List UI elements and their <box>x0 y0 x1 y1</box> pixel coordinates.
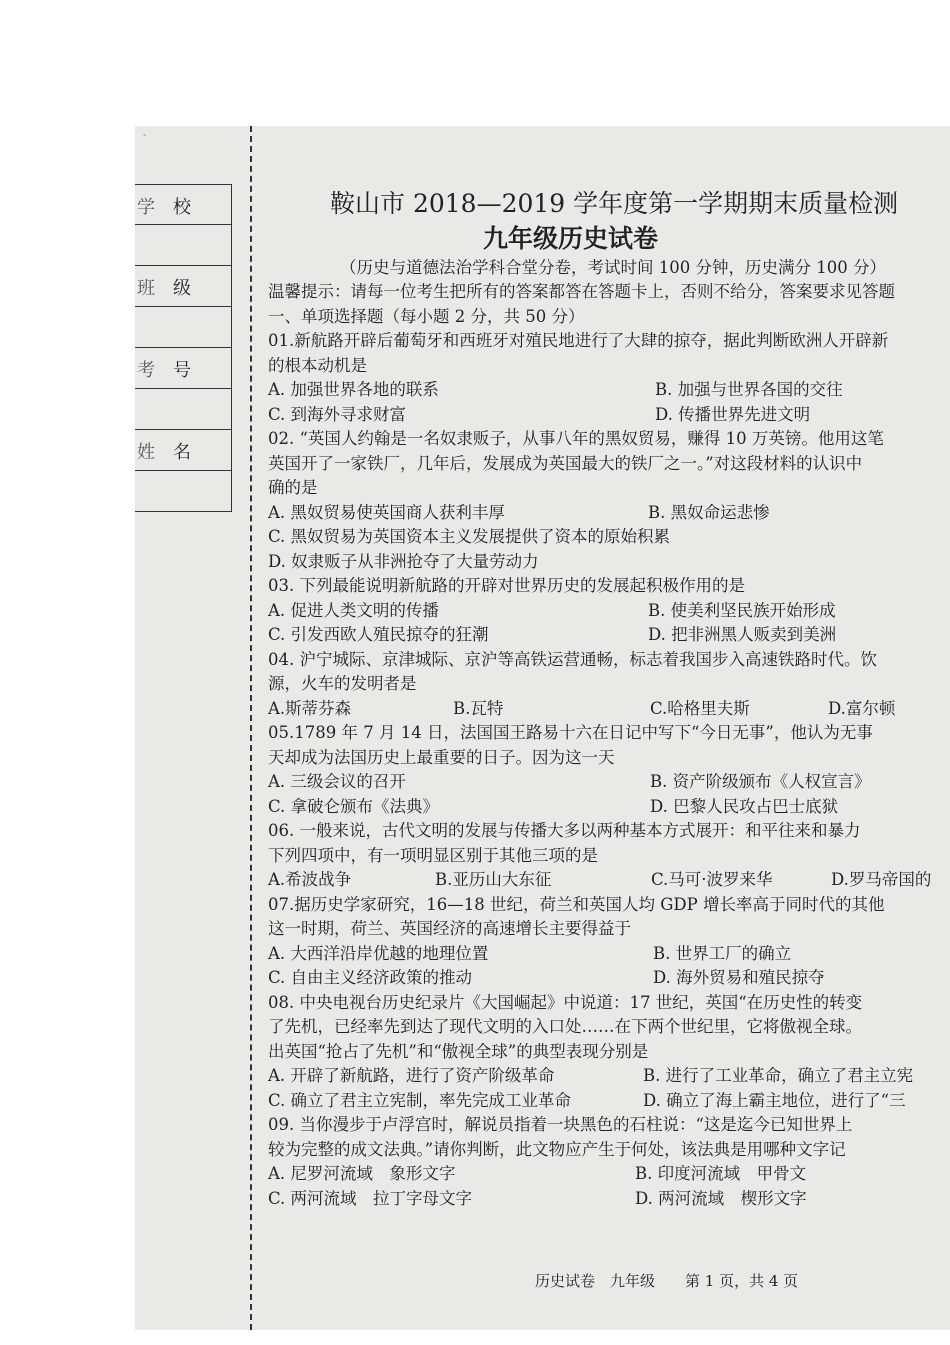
option: A. 三级会议的召开 <box>268 772 406 791</box>
question-stem: 英国开了一家铁厂，几年后，发展成为英国最大的铁厂之一。”对这段材料的认识中 <box>268 453 863 473</box>
exam-paper <box>135 126 950 1330</box>
exam-note: （历史与道德法治学科合堂分卷，考试时间 100 分钟，历史满分 100 分） <box>340 258 886 277</box>
option: A. 加强世界各地的联系 <box>268 380 439 399</box>
option-row <box>268 1064 950 1089</box>
option: B. 资产阶级颁布《人权宣言》 <box>650 772 871 791</box>
exam-content <box>268 186 950 1211</box>
option-row <box>268 795 950 820</box>
question-stem: 03. 下列最能说明新航路的开辟对世界历史的发展起积极作用的是 <box>268 576 745 595</box>
option-row <box>268 378 950 403</box>
question-stem: 05.1789 年 7 月 14 日，法国国王路易十六在日记中写下“今日无事”，他认为无事 <box>268 723 873 742</box>
exam-tip: 温馨提示：请每一位考生把所有的答案都答在答题卡上，否则不给分，答案要求见答题 <box>268 282 895 301</box>
info-edge-text: 班 <box>137 278 155 299</box>
option-row <box>268 770 950 795</box>
info-field-school[interactable] <box>135 225 232 266</box>
question-stem: 出英国“抢占了先机”和“傲视全球”的典型表现分别是 <box>268 1041 649 1061</box>
option: C. 两河流域 拉丁字母文字 <box>268 1188 473 1208</box>
option: D. 巴黎人民攻占巴士底狱 <box>650 796 839 816</box>
option: C.马可·波罗来华 <box>651 870 773 889</box>
option-row <box>268 1162 950 1187</box>
option: C. 黑奴贸易为英国资本主义发展提供了资本的原始积累 <box>268 527 671 546</box>
question-stem: 天却成为法国历史上最重要的日子。因为这一天 <box>268 747 615 767</box>
option: A. 尼罗河流域 象形文字 <box>268 1164 456 1183</box>
info-label-class: 级 <box>173 278 191 299</box>
question-stem: 06. 一般来说，古代文明的发展与传播大多以两种基本方式展开：和平往来和暴力 <box>268 821 861 840</box>
exam-subtitle: 九年级历史试卷 <box>483 224 659 253</box>
student-info-table <box>135 184 232 512</box>
option-row <box>268 1089 950 1114</box>
option-row <box>268 623 950 648</box>
option: B. 使美利坚民族开始形成 <box>648 600 836 620</box>
option: A.希波战争 <box>268 870 352 889</box>
option: D. 奴隶贩子从非洲抢夺了大量劳动力 <box>268 551 539 571</box>
info-row-name <box>135 430 232 471</box>
question-stem: 的根本动机是 <box>268 355 367 375</box>
option: C. 到海外寻求财富 <box>268 404 407 424</box>
option-row <box>268 501 950 526</box>
info-field-name[interactable] <box>135 471 232 512</box>
option-row <box>268 697 950 722</box>
question-stem: 这一时期，荷兰、英国经济的高速增长主要得益于 <box>268 919 631 938</box>
option: A.斯蒂芬森 <box>268 698 352 718</box>
question-stem: 较为完整的成文法典。”请你判断，此文物应产生于何处，该法典是用哪种文字记 <box>268 1139 846 1159</box>
option-row <box>268 599 950 624</box>
info-label-name: 名 <box>173 442 191 463</box>
option: C. 引发西欧人殖民掠夺的狂潮 <box>268 625 489 644</box>
option: B. 印度河流域 甲骨文 <box>635 1164 807 1183</box>
option: B. 黑奴命运悲惨 <box>648 502 770 522</box>
question-stem: 源，火车的发明者是 <box>268 674 417 693</box>
option: B.瓦特 <box>453 698 504 718</box>
option-row <box>268 403 950 428</box>
binding-dashed-line <box>250 126 252 1330</box>
option: D.罗马帝国的 <box>831 870 932 889</box>
info-row-school <box>135 184 232 225</box>
option: B. 加强与世界各国的交往 <box>655 380 843 399</box>
option: A. 大西洋沿岸优越的地理位置 <box>268 943 489 963</box>
option: D. 传播世界先进文明 <box>655 404 811 424</box>
exam-title: 鞍山市 2018—2019 学年度第一学期期末质量检测 <box>330 189 899 218</box>
section-heading: 一、单项选择题（每小题 2 分，共 50 分） <box>268 306 585 326</box>
info-edge-text: 学 <box>137 197 155 218</box>
option: C. 拿破仑颁布《法典》 <box>268 796 440 816</box>
option-row <box>268 868 950 893</box>
option: C.哈格里夫斯 <box>650 698 750 718</box>
info-label-number: 号 <box>173 360 191 381</box>
question-stem: 04. 沪宁城际、京津城际、京沪等高铁运营通畅，标志着我国步入高速铁路时代。饮 <box>268 649 877 669</box>
option: D. 海外贸易和殖民掠夺 <box>653 968 825 987</box>
option-row <box>268 942 950 967</box>
option: B. 进行了工业革命，确立了君主立宪 <box>643 1066 914 1085</box>
question-stem: 02. “英国人约翰是一名奴隶贩子，从事八年的黑奴贸易，赚得 10 万英镑。他用这笔 <box>268 429 884 448</box>
option-row <box>268 966 950 991</box>
option: D. 确立了海上霸主地位，进行了“三 <box>643 1090 906 1110</box>
info-row-number <box>135 348 232 389</box>
option: D.富尔顿 <box>828 698 896 718</box>
info-edge-text: 考 <box>137 360 155 381</box>
option: A. 黑奴贸易使英国商人获利丰厚 <box>268 502 505 522</box>
page-footer: 历史试卷 九年级 第 1 页，共 4 页 <box>535 1272 799 1290</box>
question-stem: 下列四项中，有一项明显区别于其他三项的是 <box>268 845 598 865</box>
info-label-school: 校 <box>173 197 191 218</box>
option: B. 世界工厂的确立 <box>653 943 792 963</box>
question-stem: 确的是 <box>268 478 318 497</box>
option: A. 开辟了新航路，进行了资产阶级革命 <box>268 1066 555 1085</box>
option-row <box>268 1187 950 1212</box>
question-stem: 07.据历史学家研究，16—18 世纪，荷兰和英国人均 GDP 增长率高于同时代的其他 <box>268 894 885 914</box>
info-field-number[interactable] <box>135 389 232 430</box>
info-field-class[interactable] <box>135 307 232 348</box>
question-stem: 09. 当你漫步于卢浮宫时，解说员指着一块黑色的石柱说：“这是迄今已知世界上 <box>268 1115 853 1134</box>
option: B.亚历山大东征 <box>435 870 552 889</box>
info-row-class <box>135 266 232 307</box>
question-stem: 了先机，已经率先到达了现代文明的入口处……在下两个世纪里，它将傲视全球。 <box>268 1017 862 1036</box>
option: D. 两河流域 楔形文字 <box>635 1188 807 1208</box>
option: C. 确立了君主立宪制，率先完成工业革命 <box>268 1090 572 1110</box>
question-stem: 01.新航路开辟后葡萄牙和西班牙对殖民地进行了大肆的掠夺，据此判断欧洲人开辟新 <box>268 331 889 350</box>
question-stem: 08. 中央电视台历史纪录片《大国崛起》中说道：17 世纪，英国“在历史性的转变 <box>268 992 863 1012</box>
info-edge-text: 姓 <box>137 442 155 463</box>
option: C. 自由主义经济政策的推动 <box>268 968 473 987</box>
corner-mark: - <box>143 130 147 141</box>
option: D. 把非洲黑人贩卖到美洲 <box>648 625 837 644</box>
option: A. 促进人类文明的传播 <box>268 600 439 620</box>
